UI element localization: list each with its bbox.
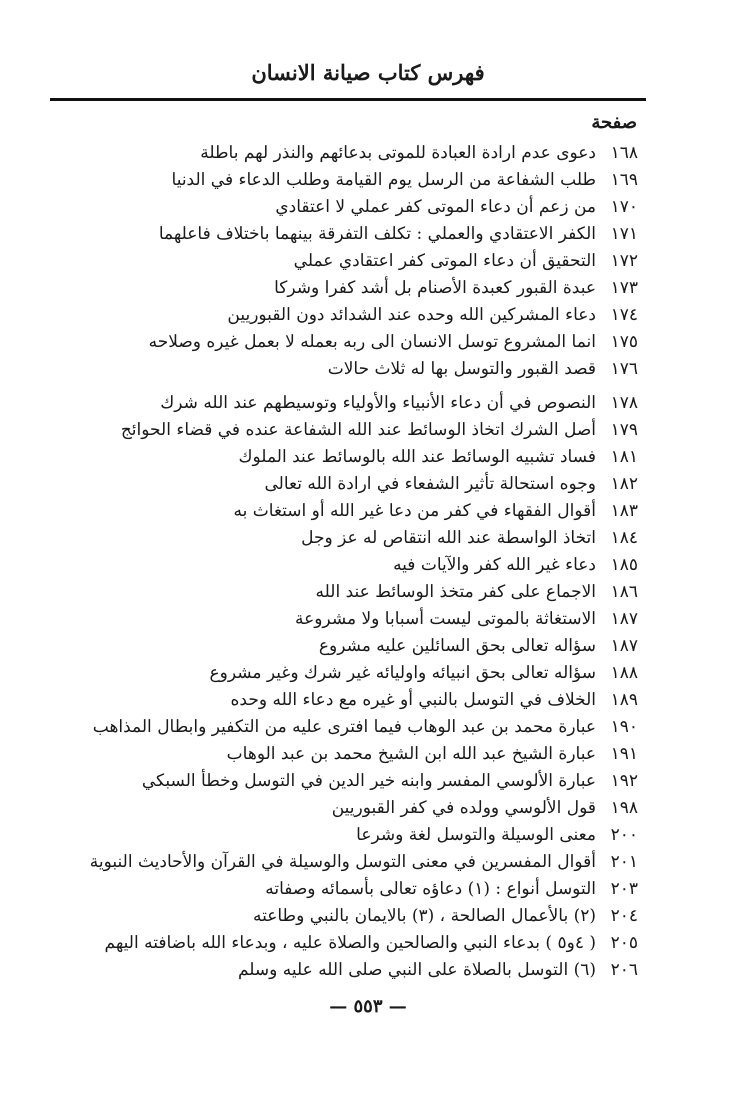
entry-page-number: ١٨٢	[610, 474, 638, 494]
entry-page-number: ٢٠١	[610, 852, 638, 872]
index-entry	[0, 417, 736, 443]
entry-title: قول الألوسي وولده في كفر القبوريين	[331, 798, 596, 818]
index-entry	[0, 221, 736, 247]
index-entry	[0, 329, 736, 355]
entry-title: عبدة القبور كعبدة الأصنام بل أشد كفرا وشركا	[274, 278, 596, 298]
index-entry	[0, 194, 736, 220]
entry-title: الخلاف في التوسل بالنبي أو غيره مع دعاء الله وحده	[230, 690, 596, 710]
entry-title: الاستغاثة بالموتى ليست أسبابا ولا مشروعة	[294, 609, 596, 629]
footer-page-number: — ٥٥٣ —	[329, 996, 407, 1017]
index-entry	[0, 444, 736, 470]
running-head-title: فهرس كتاب صيانة الانسان	[251, 60, 485, 85]
entry-title: سؤاله تعالى بحق السائلين عليه مشروع	[318, 636, 596, 656]
entry-page-number: ١٧٨	[610, 393, 638, 413]
entry-page-number: ١٧٢	[610, 251, 638, 271]
index-entry	[0, 498, 736, 524]
index-entry	[0, 356, 736, 382]
entry-title: عبارة محمد بن عبد الوهاب فيما افترى عليه من التكفير وابطال المذاهب	[92, 717, 596, 737]
entry-page-number: ١٧٩	[610, 420, 638, 440]
entry-page-number: ١٧٦	[610, 359, 638, 379]
entry-page-number: ٢٠٣	[610, 879, 638, 899]
entry-page-number: ١٨٩	[610, 690, 638, 710]
index-entry	[0, 471, 736, 497]
index-entry	[0, 903, 736, 929]
entry-page-number: ١٧٠	[610, 197, 638, 217]
entry-title: دعوى عدم ارادة العبادة للموتى بدعائهم والنذر لهم باطلة	[200, 143, 596, 163]
entry-title: عبارة الشيخ عبد الله ابن الشيخ محمد بن عبد الوهاب	[226, 744, 596, 764]
index-entry	[0, 849, 736, 875]
entry-title: انما المشروع توسل الانسان الى ربه بعمله لا بعمل غيره وصلاحه	[148, 332, 596, 352]
entry-page-number: ١٨٥	[610, 555, 638, 575]
entry-page-number: ١٦٨	[610, 143, 638, 163]
index-entry	[0, 606, 736, 632]
entry-page-number: ١٨٧	[610, 636, 638, 656]
entry-page-number: ١٨٣	[610, 501, 638, 521]
entry-title: أصل الشرك اتخاذ الوسائط عند الله الشفاعة عنده في قضاء الحوائج	[120, 420, 596, 440]
index-entry	[0, 930, 736, 956]
entry-page-number: ١٧٥	[610, 332, 638, 352]
entry-page-number: ١٧٤	[610, 305, 638, 325]
entry-page-number: ٢٠٦	[610, 960, 638, 980]
entry-title: عبارة الألوسي المفسر وابنه خير الدين في التوسل وخطأ السبكي	[141, 771, 596, 791]
entry-title: قصد القبور والتوسل بها له ثلاث حالات	[327, 359, 596, 379]
entry-title: سؤاله تعالى بحق انبيائه واوليائه غير شرك وغير مشروع	[209, 663, 596, 683]
index-entry	[0, 552, 736, 578]
entry-page-number: ٢٠٠	[610, 825, 638, 845]
entry-title: ( ٤و٥ ) بدعاء النبي والصالحين والصلاة عليه ، وبدعاء الله باضافته اليهم	[104, 933, 596, 953]
entry-title: أقوال المفسرين في معنى التوسل والوسيلة في القرآن والأحاديث النبوية	[89, 852, 596, 872]
entry-page-number: ١٩٢	[610, 771, 638, 791]
index-entry	[0, 579, 736, 605]
entry-title: التحقيق أن دعاء الموتى كفر اعتقادي عملي	[293, 251, 596, 271]
entry-title: فساد تشبيه الوسائط عند الله بالوسائط عند الملوك	[238, 447, 596, 467]
index-entry	[0, 525, 736, 551]
entry-title: من زعم أن دعاء الموتى كفر عملي لا اعتقادي	[275, 197, 596, 217]
page-column-label: صفحة	[591, 112, 637, 133]
index-entry	[0, 795, 736, 821]
entry-page-number: ١٨٦	[610, 582, 638, 602]
entry-title: الاجماع على كفر متخذ الوسائط عند الله	[315, 582, 596, 602]
entry-page-number: ١٩٠	[610, 717, 638, 737]
index-entry	[0, 768, 736, 794]
entry-title: طلب الشفاعة من الرسل يوم القيامة وطلب الدعاء في الدنيا	[171, 170, 596, 190]
entry-title: دعاء المشركين الله وحده عند الشدائد دون القبوريين	[227, 305, 596, 325]
index-entry	[0, 876, 736, 902]
entry-title: (٦) التوسل بالصلاة على النبي صلى الله عليه وسلم	[237, 960, 596, 980]
index-entry	[0, 140, 736, 166]
index-entry	[0, 687, 736, 713]
entry-page-number: ١٨١	[610, 447, 638, 467]
entry-page-number: ١٨٨	[610, 663, 638, 683]
entry-title: أقوال الفقهاء في كفر من دعا غير الله أو استغاث به	[233, 501, 596, 521]
index-entry	[0, 248, 736, 274]
entry-title: النصوص في أن دعاء الأنبياء والأولياء وتوسيطهم عند الله شرك	[160, 393, 596, 413]
entry-title: اتخاذ الواسطة عند الله انتقاص له عز وجل	[301, 528, 596, 548]
index-entry	[0, 660, 736, 686]
index-entry	[0, 167, 736, 193]
index-entry	[0, 822, 736, 848]
entry-page-number: ٢٠٤	[610, 906, 638, 926]
entry-title: معنى الوسيلة والتوسل لغة وشرعا	[356, 825, 596, 845]
entry-page-number: ١٩١	[610, 744, 638, 764]
entry-page-number: ١٨٧	[610, 609, 638, 629]
entry-title: (٢) بالأعمال الصالحة ، (٣) بالايمان بالنبي وطاعته	[252, 906, 596, 926]
entry-title: الكفر الاعتقادي والعملي : تكلف التفرقة بينهما باختلاف فاعلهما	[158, 224, 596, 244]
index-entry	[0, 741, 736, 767]
index-entry	[0, 714, 736, 740]
entry-title: التوسل أنواع : (١) دعاؤه تعالى بأسمائه وصفاته	[265, 879, 596, 899]
entry-title: وجوه استحالة تأثير الشفعاء في ارادة الله تعالى	[264, 474, 596, 494]
entry-page-number: ١٧١	[610, 224, 638, 244]
index-entry	[0, 275, 736, 301]
entry-page-number: ١٧٣	[610, 278, 638, 298]
index-entry	[0, 957, 736, 983]
entry-page-number: ١٩٨	[610, 798, 638, 818]
index-entry	[0, 302, 736, 328]
entry-title: دعاء غير الله كفر والآيات فيه	[393, 555, 596, 575]
index-entry	[0, 633, 736, 659]
header-rule	[50, 98, 646, 101]
entry-page-number: ٢٠٥	[610, 933, 638, 953]
entry-page-number: ١٨٤	[610, 528, 638, 548]
entry-page-number: ١٦٩	[610, 170, 638, 190]
index-entry	[0, 390, 736, 416]
